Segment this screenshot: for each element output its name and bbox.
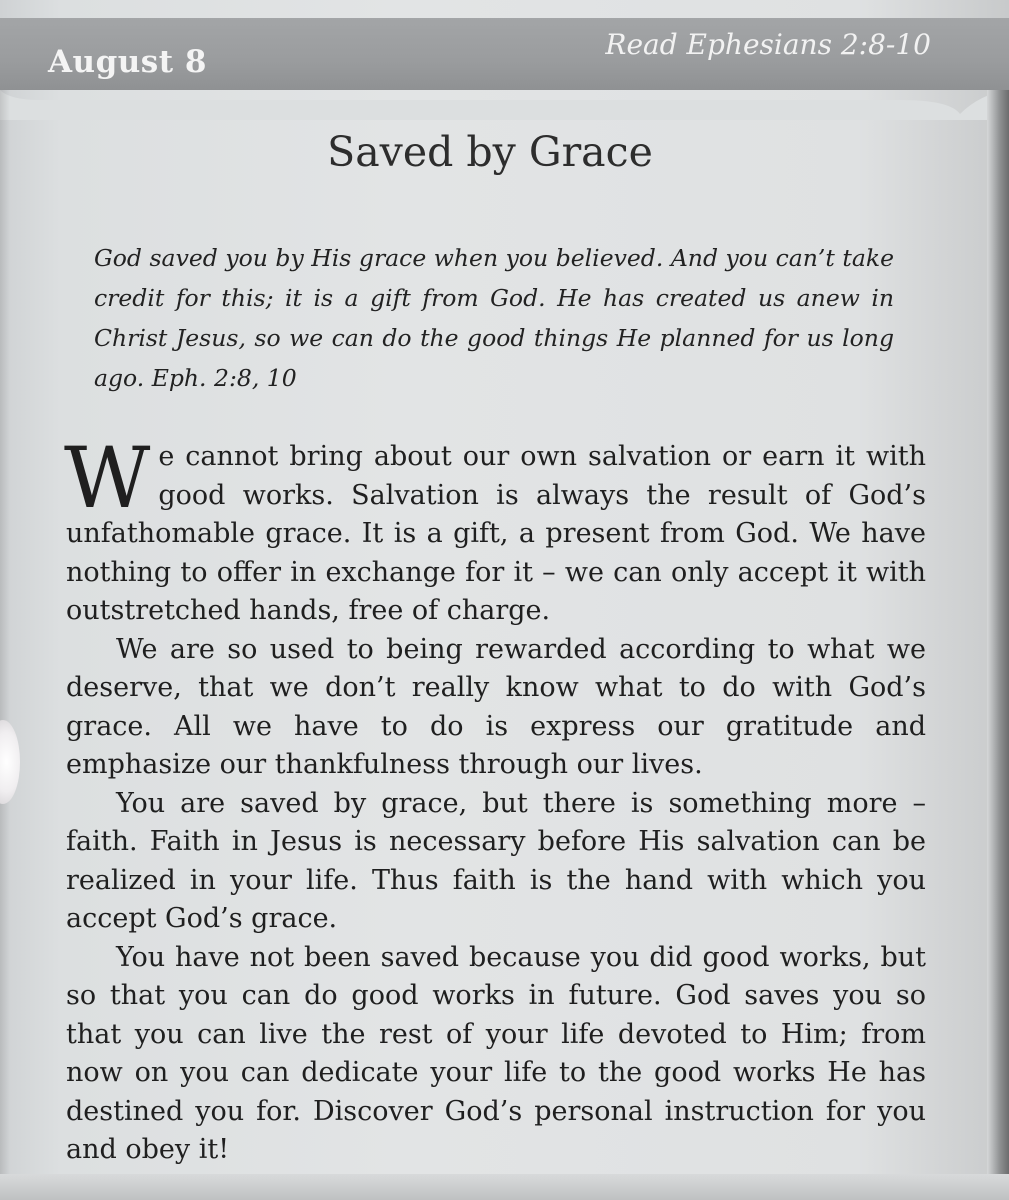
page-title: Saved by Grace bbox=[327, 128, 653, 176]
body-paragraph-1 bbox=[64, 429, 926, 631]
page-header bbox=[0, 0, 1009, 110]
drop-cap: W bbox=[64, 429, 151, 527]
reading-reference: Read Ephesians 2:8-10 bbox=[605, 28, 931, 61]
page-edge-bottom bbox=[0, 1174, 1009, 1200]
page-edge-right bbox=[987, 90, 1009, 1200]
scripture-verse: God saved you by His grace when you believed. And you can’t take credit for this; it is a gift from God. He has created us anew in Christ Jesus, so we can do the good things He planned for us long ago. Eph. 2:8, 10 bbox=[94, 244, 894, 392]
body-paragraph-2: We are so used to being rewarded according to what we deserve, that we don’t really know what to do with God’s grace. All we have to do is express our gratitude and emphasize our thankfulness through our lives. bbox=[66, 633, 926, 780]
page-date: August 8 bbox=[48, 44, 207, 80]
thumb-holding-page bbox=[0, 720, 20, 804]
body-paragraph-4: You have not been saved because you did good works, but so that you can do good works in future. God saves you so that you can live the rest of your life devoted to Him; from now on you can dedicate your life to the good works He has destined you for. Discover God’s personal instruction for you and obey it! bbox=[66, 941, 926, 1165]
body-paragraph-1-text: e cannot bring about our own salvation or earn it with good works. Salvation is always the result of God’s unfathomable grace. It is a gift, a present from God. We have nothing to offer in exchange for it – we can only accept it with outstretched hands, free of charge. bbox=[66, 441, 926, 626]
devotional-body bbox=[64, 429, 926, 1170]
page-gutter-shadow bbox=[0, 90, 10, 1200]
body-paragraph-3: You are saved by grace, but there is something more – faith. Faith in Jesus is necessary before His salvation can be realized in your life. Thus faith is the hand with which you accept God’s grace. bbox=[66, 787, 926, 934]
